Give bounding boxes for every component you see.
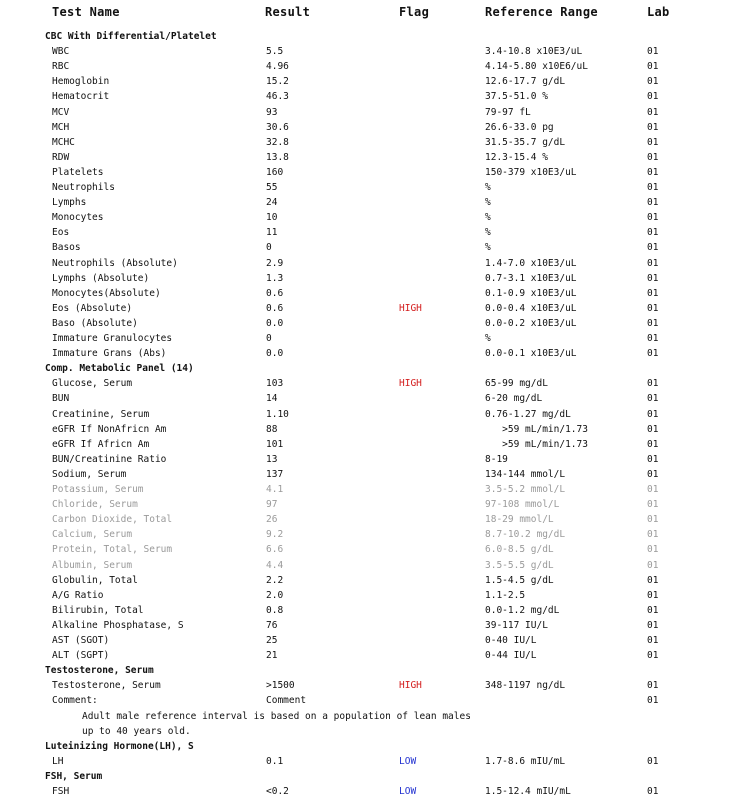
lab-code: 01 (647, 91, 659, 103)
result-value: 11 (266, 227, 278, 239)
lab-code: 01 (647, 453, 659, 465)
section-header (0, 769, 750, 784)
flag-badge: LOW (399, 786, 417, 797)
result-value: 160 (266, 166, 284, 178)
comment-text: Adult male reference interval is based on a population of lean males (82, 710, 471, 722)
lab-code: 01 (647, 484, 659, 495)
test-name: Chloride, Serum (52, 499, 138, 511)
result-value: 4.1 (266, 484, 284, 495)
reference-range: % (485, 227, 491, 239)
result-value: 32.8 (266, 136, 289, 148)
reference-range: 65-99 mg/dL (485, 378, 548, 390)
comment-text: up to 40 years old. (82, 725, 191, 737)
lab-code: 01 (647, 393, 659, 405)
table-row (0, 633, 750, 648)
table-row (0, 512, 750, 527)
comment-line (0, 724, 750, 739)
result-value: 1.3 (266, 272, 284, 284)
result-value: 0.0 (266, 317, 284, 329)
result-value: 97 (266, 499, 278, 511)
test-name: Calcium, Serum (52, 529, 133, 541)
reference-range: 79-97 fL (485, 106, 531, 118)
test-name: LH (52, 755, 64, 767)
test-name: Globulin, Total (52, 574, 138, 586)
reference-range: 1.5-4.5 g/dL (485, 574, 554, 586)
table-row (0, 301, 750, 316)
table-row (0, 452, 750, 467)
result-value: 0.6 (266, 302, 284, 314)
test-name: Platelets (52, 166, 104, 178)
table-row (0, 135, 750, 150)
lab-code: 01 (647, 408, 659, 420)
lab-code: 01 (647, 212, 659, 224)
reference-range: >59 mL/min/1.73 (485, 423, 588, 435)
lab-code: 01 (647, 544, 659, 556)
lab-code: 01 (647, 348, 659, 360)
header-result: Result (265, 5, 311, 19)
table-row (0, 120, 750, 135)
test-name: A/G Ratio (52, 589, 104, 601)
test-name: Potassium, Serum (52, 484, 144, 495)
reference-range: 3.5-5.2 mmol/L (485, 484, 566, 495)
test-name: Immature Granulocytes (52, 333, 173, 344)
lab-code: 01 (647, 61, 659, 73)
reference-range: 39-117 IU/L (485, 619, 548, 631)
reference-range: 0.1-0.9 x10E3/uL (485, 287, 577, 299)
test-name: Albumin, Serum (52, 559, 133, 571)
test-name: Hemoglobin (52, 76, 110, 88)
test-name: Bilirubin, Total (52, 604, 144, 616)
lab-code: 01 (647, 272, 659, 284)
result-value: 4.96 (266, 61, 289, 73)
lab-code: 01 (647, 529, 659, 541)
reference-range: % (485, 212, 491, 224)
reference-range: 3.5-5.5 g/dL (485, 559, 554, 571)
table-row (0, 286, 750, 301)
table-row (0, 74, 750, 89)
test-name: eGFR If Africn Am (52, 438, 150, 450)
header-reference-range: Reference Range (485, 5, 598, 19)
result-value: 4.4 (266, 559, 284, 571)
reference-range: 12.6-17.7 g/dL (485, 76, 566, 88)
test-name: Lymphs (Absolute) (52, 272, 150, 284)
result-value: 10 (266, 212, 278, 224)
lab-code: 01 (647, 619, 659, 631)
flag-badge: HIGH (399, 302, 422, 314)
result-value: 9.2 (266, 529, 284, 541)
test-name: Creatinine, Serum (52, 408, 150, 420)
table-row (0, 391, 750, 406)
lab-code: 01 (647, 46, 659, 58)
reference-range: 1.5-12.4 mIU/mL (485, 786, 571, 797)
test-name: RBC (52, 61, 70, 73)
lab-code: 01 (647, 197, 659, 209)
test-name: eGFR If NonAfricn Am (52, 423, 167, 435)
table-row (0, 271, 750, 286)
reference-range: 12.3-15.4 % (485, 151, 548, 163)
lab-code: 01 (647, 514, 659, 526)
table-row (0, 422, 750, 437)
result-value: 1.10 (266, 408, 289, 420)
lab-code: 01 (647, 695, 659, 707)
test-name: MCV (52, 106, 70, 118)
table-row (0, 527, 750, 542)
reference-range: 97-108 mmol/L (485, 499, 560, 511)
table-row (0, 542, 750, 557)
flag-badge: LOW (399, 755, 417, 767)
reference-range: 0.0-1.2 mg/dL (485, 604, 560, 616)
test-name: Protein, Total, Serum (52, 544, 173, 556)
table-row (0, 59, 750, 74)
reference-range: 0-44 IU/L (485, 650, 537, 662)
lab-code: 01 (647, 333, 659, 344)
result-value: 76 (266, 619, 278, 631)
reference-range: 1.4-7.0 x10E3/uL (485, 257, 577, 269)
test-name: ALT (SGPT) (52, 650, 110, 662)
test-name: Sodium, Serum (52, 468, 127, 480)
lab-code: 01 (647, 680, 659, 692)
reference-range: % (485, 333, 491, 344)
test-name: RDW (52, 151, 70, 163)
table-row (0, 573, 750, 588)
lab-code: 01 (647, 166, 659, 178)
lab-code: 01 (647, 302, 659, 314)
reference-range: 4.14-5.80 x10E6/uL (485, 61, 588, 73)
reference-range: 0.76-1.27 mg/dL (485, 408, 571, 420)
result-value: >1500 (266, 680, 295, 692)
test-name: Neutrophils (Absolute) (52, 257, 178, 269)
result-value: 25 (266, 635, 278, 646)
table-row (0, 588, 750, 603)
result-value: 2.2 (266, 574, 284, 586)
header-lab: Lab (647, 5, 670, 19)
section-title: Testosterone, Serum (45, 665, 154, 677)
result-value: 101 (266, 438, 284, 450)
table-row (0, 648, 750, 663)
table-row (0, 678, 750, 693)
result-value: 15.2 (266, 76, 289, 88)
table-row (0, 331, 750, 346)
lab-code: 01 (647, 755, 659, 767)
reference-range: % (485, 182, 491, 193)
test-name: Lymphs (52, 197, 87, 209)
reference-range: 134-144 mmol/L (485, 468, 566, 480)
reference-range: 1.1-2.5 (485, 589, 526, 601)
table-row (0, 256, 750, 271)
reference-range: >59 mL/min/1.73 (485, 438, 588, 450)
reference-range: 0.0-0.4 x10E3/uL (485, 302, 577, 314)
test-name: FSH (52, 786, 70, 797)
table-row (0, 467, 750, 482)
test-name: Immature Grans (Abs) (52, 348, 167, 360)
flag-badge: HIGH (399, 680, 422, 692)
test-name: BUN (52, 393, 70, 405)
table-row (0, 150, 750, 165)
result-value: 5.5 (266, 46, 284, 58)
lab-code: 01 (647, 106, 659, 118)
table-row (0, 44, 750, 59)
table-row (0, 89, 750, 104)
reference-range: 0.0-0.2 x10E3/uL (485, 317, 577, 329)
section-title: Comp. Metabolic Panel (14) (45, 363, 194, 375)
table-row (0, 693, 750, 708)
reference-range: 26.6-33.0 pg (485, 121, 554, 133)
reference-range: 0.0-0.1 x10E3/uL (485, 348, 577, 360)
lab-code: 01 (647, 378, 659, 390)
lab-code: 01 (647, 650, 659, 662)
lab-code: 01 (647, 151, 659, 163)
test-name: Baso (Absolute) (52, 317, 138, 329)
table-row (0, 165, 750, 180)
lab-code: 01 (647, 136, 659, 148)
test-name: Monocytes(Absolute) (52, 287, 161, 299)
section-header (0, 29, 750, 44)
lab-code: 01 (647, 438, 659, 450)
test-name: Glucose, Serum (52, 378, 133, 390)
flag-badge: HIGH (399, 378, 422, 390)
section-title: CBC With Differential/Platelet (45, 31, 217, 42)
result-value: 21 (266, 650, 278, 662)
result-value: 26 (266, 514, 278, 526)
table-row (0, 346, 750, 361)
lab-code: 01 (647, 182, 659, 193)
lab-code: 01 (647, 468, 659, 480)
table-row (0, 603, 750, 618)
lab-code: 01 (647, 635, 659, 646)
lab-code: 01 (647, 227, 659, 239)
lab-code: 01 (647, 317, 659, 329)
test-name: Neutrophils (52, 182, 115, 193)
table-row (0, 195, 750, 210)
test-name: AST (SGOT) (52, 635, 110, 646)
table-row (0, 784, 750, 799)
result-value: 0.8 (266, 604, 284, 616)
result-value: 46.3 (266, 91, 289, 103)
result-value: 13 (266, 453, 278, 465)
reference-range: 8.7-10.2 mg/dL (485, 529, 566, 541)
lab-code: 01 (647, 604, 659, 616)
reference-range: 8-19 (485, 453, 508, 465)
reference-range: 1.7-8.6 mIU/mL (485, 755, 566, 767)
table-row (0, 754, 750, 769)
test-name: BUN/Creatinine Ratio (52, 453, 167, 465)
reference-range: 18-29 mmol/L (485, 514, 554, 526)
table-row (0, 407, 750, 422)
test-name: Carbon Dioxide, Total (52, 514, 173, 526)
result-value: 88 (266, 423, 278, 435)
lab-code: 01 (647, 423, 659, 435)
table-row (0, 437, 750, 452)
table-row (0, 225, 750, 240)
section-title: FSH, Serum (45, 770, 103, 782)
result-value: 55 (266, 182, 278, 193)
result-value: 14 (266, 393, 278, 405)
section-header (0, 739, 750, 754)
lab-code: 01 (647, 499, 659, 511)
result-value: 137 (266, 468, 284, 480)
section-header (0, 361, 750, 376)
result-value: 0 (266, 333, 272, 344)
reference-range: 6.0-8.5 g/dL (485, 544, 554, 556)
section-header (0, 663, 750, 678)
result-value: 13.8 (266, 151, 289, 163)
comment-line (0, 709, 750, 724)
section-title: Luteinizing Hormone(LH), S (45, 740, 194, 752)
lab-code: 01 (647, 559, 659, 571)
test-name: Alkaline Phosphatase, S (52, 619, 184, 631)
result-value: 24 (266, 197, 278, 209)
reference-range: 0.7-3.1 x10E3/uL (485, 272, 577, 284)
table-row (0, 618, 750, 633)
table-row (0, 376, 750, 391)
reference-range: 348-1197 ng/dL (485, 680, 566, 692)
result-value: <0.2 (266, 786, 289, 797)
test-name: Hematocrit (52, 91, 110, 103)
lab-code: 01 (647, 589, 659, 601)
lab-code: 01 (647, 786, 659, 797)
result-value: 30.6 (266, 121, 289, 133)
table-row (0, 482, 750, 497)
test-name: MCH (52, 121, 70, 133)
reference-range: 0-40 IU/L (485, 635, 537, 646)
result-value: 2.0 (266, 589, 284, 601)
test-name: Monocytes (52, 212, 104, 224)
test-name: Eos (52, 227, 70, 239)
table-row (0, 105, 750, 120)
lab-code: 01 (647, 574, 659, 586)
lab-code: 01 (647, 257, 659, 269)
lab-code: 01 (647, 287, 659, 299)
table-row (0, 240, 750, 255)
header-test-name: Test Name (52, 5, 120, 19)
table-row (0, 316, 750, 331)
result-value: 93 (266, 106, 278, 118)
reference-range: % (485, 242, 491, 254)
reference-range: 3.4-10.8 x10E3/uL (485, 46, 583, 58)
reference-range: 6-20 mg/dL (485, 393, 543, 405)
lab-code: 01 (647, 76, 659, 88)
result-value: 103 (266, 378, 284, 390)
table-row (0, 558, 750, 573)
result-value: 0.0 (266, 348, 284, 360)
test-name: Eos (Absolute) (52, 302, 133, 314)
table-row (0, 180, 750, 195)
result-value: 0 (266, 242, 272, 254)
header-flag: Flag (399, 5, 430, 19)
table-row (0, 210, 750, 225)
result-value: Comment (266, 695, 307, 707)
result-value: 0.1 (266, 755, 284, 767)
result-value: 2.9 (266, 257, 284, 269)
lab-code: 01 (647, 121, 659, 133)
reference-range: 150-379 x10E3/uL (485, 166, 577, 178)
result-value: 6.6 (266, 544, 284, 556)
table-row (0, 497, 750, 512)
test-name: Comment: (52, 695, 98, 707)
test-name: Basos (52, 242, 81, 254)
reference-range: 31.5-35.7 g/dL (485, 136, 566, 148)
result-value: 0.6 (266, 287, 284, 299)
lab-code: 01 (647, 242, 659, 254)
test-name: Testosterone, Serum (52, 680, 161, 692)
test-name: MCHC (52, 136, 75, 148)
test-name: WBC (52, 46, 70, 58)
reference-range: % (485, 197, 491, 209)
reference-range: 37.5-51.0 % (485, 91, 548, 103)
